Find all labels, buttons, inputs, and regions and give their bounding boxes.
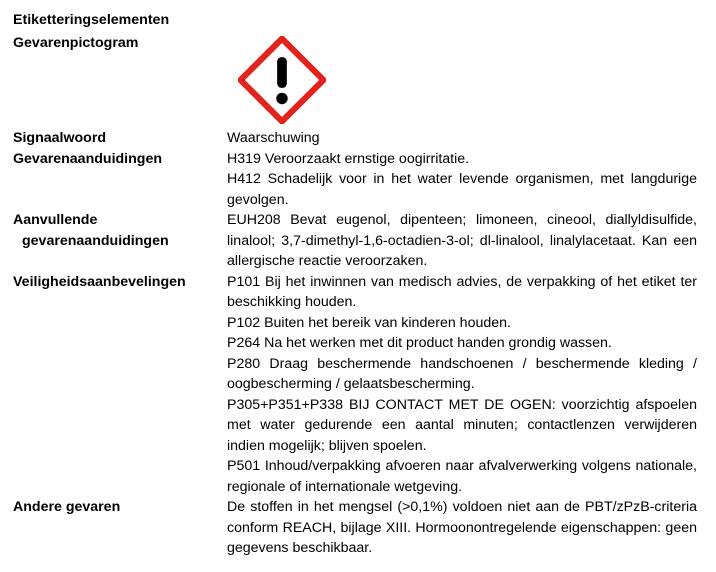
supplemental-label-line2: gevarenaanduidingen (22, 232, 169, 249)
other-hazards-text: De stoffen in het mengsel (>0,1%) voldoen niet aan de PBT/zPzB-criteria conform REACH, bijlage XIII. Hormoonontregelende eigenschappen: geen gegevens beschikbaar. (227, 499, 697, 556)
signal-word-text: Waarschuwing (227, 130, 320, 146)
hazard-statements-label: Gevarenaanduidingen (13, 150, 163, 167)
precautionary-statement: P305+P351+P338 BIJ CONTACT MET DE OGEN: voorzichtig afspoelen met water gedurende een aantal minuten; contactlenzen verwijderen indien mogelijk; blijven spoelen. (227, 396, 697, 454)
precautionary-statement: P280 Draag beschermende handschoenen / beschermende kleding / oogbescherming / gelaatsbescherming. (227, 355, 697, 392)
signal-word-label: Signaalwoord (13, 130, 107, 146)
labelling-heading: Etiketteringselementen (13, 12, 170, 28)
precautionary-statement: P102 Buiten het bereik van kinderen houden. (227, 314, 511, 331)
hazard-statement: H412 Schadelijk voor in het water levende organismen, met langdurige gevolgen. (227, 171, 697, 208)
signal-word-value (227, 128, 697, 149)
supplemental-hazard-label (13, 210, 223, 251)
precautionary-label: Veiligheidsaanbevelingen (13, 273, 186, 290)
supplemental-hazard-list (227, 210, 697, 272)
other-hazards-label: Andere gevaren (13, 499, 121, 515)
precautionary-list (227, 272, 697, 498)
other-hazards-list (227, 497, 697, 559)
precautionary-statement: P501 Inhoud/verpakking afvoeren naar afvalverwerking volgens nationale, regionale of internationale wetgeving. (227, 458, 697, 495)
supplemental-label-line1: Aanvullende (13, 212, 98, 228)
hazard-statement: H319 Veroorzaakt ernstige oogirritatie. (227, 150, 470, 167)
supplemental-statement: EUH208 Bevat eugenol, dipenteen; limoneen, cineool, diallyldisulfide, linalool; 3,7-dimethyl-1,6-octadien-3-ol; dl-linalool, linalylacetaat. Kan een allergische reactie veroorzaken. (227, 212, 697, 269)
pictogram-heading: Gevarenpictogram (13, 35, 139, 51)
exclamation-mark-hazard-icon (238, 36, 326, 124)
hazard-statements-list (227, 149, 697, 211)
precautionary-statement: P101 Bij het inwinnen van medisch advies, de verpakking of het etiket ter beschikking houden. (227, 273, 697, 310)
precautionary-statement: P264 Na het werken met dit product handen grondig wassen. (227, 335, 612, 351)
